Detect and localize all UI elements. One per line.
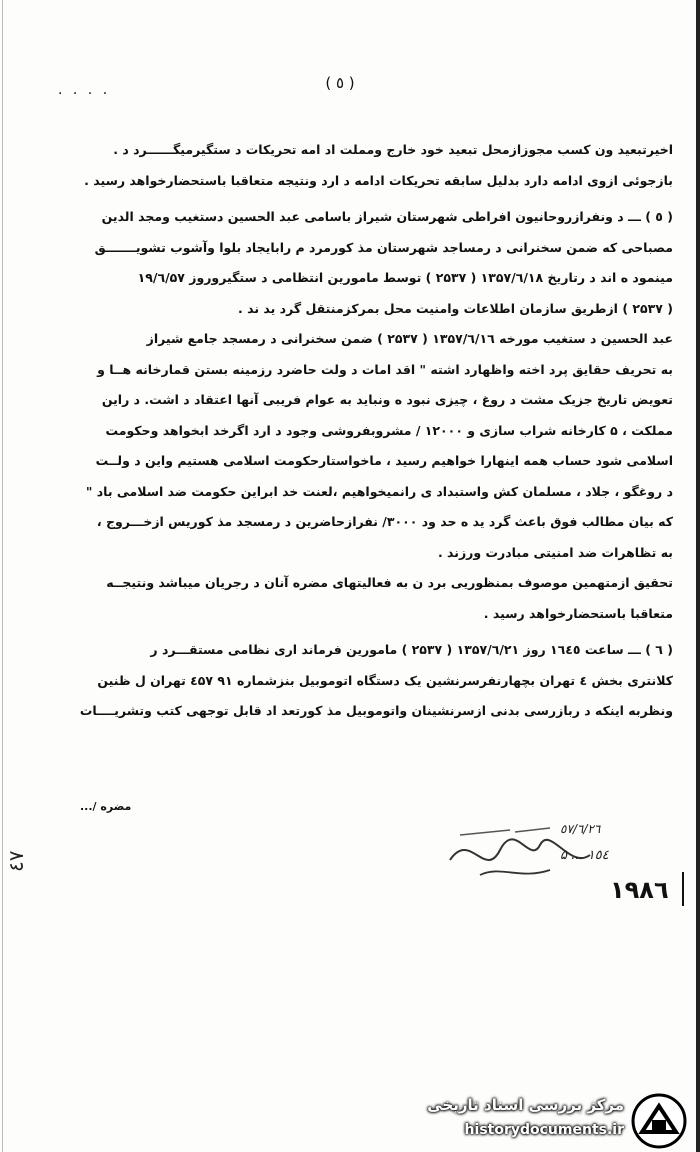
handwritten-ref: ١٥٤ ... ۵: [560, 848, 609, 863]
body-line: ( ٥ ) ـــ د ونفرازروحانیون افراطی شهرستان شیراز باسامی عبد الحسین دستغیب ومجد الدین: [101, 209, 673, 224]
body-line: متعاقبا باستحضارخواهد رسید .: [483, 605, 673, 621]
body-line: د روغگو ، جلاد ، مسلمان کش واستبداد ی رانمیخواهیم ،لعنت خد ابراین حکومت ضد اسلامی باد ": [85, 483, 673, 499]
body-line: مصباحی که ضمن سخنرانی د رمساجد شهرستان مذ کورمرد م رابایجاد بلوا وآشوب تشویـــــــق: [94, 239, 673, 255]
body-line: به تظاهرات ضد امنیتی مبادرت ورزند .: [437, 544, 673, 560]
document-number-bar: [682, 872, 684, 906]
body-line: ( ٦ ) ـــ ساعت ۱٦٤٥ روز ۱۳۵۷/٦/۲۱ ( ۲۵۳۷ ) مامورین فرماند اری نظامی مستقـــرد ر: [150, 642, 673, 657]
margin-mark: ٤٧: [4, 850, 28, 872]
page-left-edge: [2, 0, 3, 1152]
document-number: ١٩٨٦: [610, 876, 669, 904]
handwritten-date: ٥٧/٦/٢٦: [560, 822, 601, 836]
archive-watermark: [402, 1092, 692, 1148]
page-right-edge: [696, 0, 700, 1152]
watermark-title: مرکز بررسی اسناد تاریخی: [427, 1096, 624, 1114]
body-line: اخیرتبعید ون کسب مجوزازمحل تبعید خود خارج ومملت اد امه تحریکات د ستگیرمیگــــــرد د .: [113, 142, 673, 157]
body-line: ونظربه اینکه د ربازرسی بدنی ازسرنشینان واتوموبیل مذ کورتعد اد قابل توجهی کتب وتشریــــات: [79, 703, 673, 718]
document-body: [38, 135, 673, 727]
body-line: اسلامی شود حساب همه اینهارا خواهیم رسید ، ماخواستارحکومت اسلامی هستیم واین د ولــت: [95, 453, 673, 468]
body-line: به تحریف حقایق پرد اخته واظهارد اشته " اقد امات د ولت حاضرد رزمینه بستن قمارخانه هــا و: [97, 361, 673, 377]
page-number: ( ٥ ): [325, 74, 355, 92]
body-line: عبد الحسین د ستغیب مورخه ۱۳۵۷/٦/۱٦ ( ۲۵۳۷ ) ضمن سخنرانی د رمسجد جامع شیراز: [146, 331, 673, 346]
archive-logo-icon: [630, 1092, 688, 1150]
body-line: تعویض تاریخ جزیک مشت د روغ ، چیزی نبود ه ونباید به عوام فریبی آنها اعتقاد د اشت. د راین: [101, 392, 673, 407]
continuation-label: مضره /...: [80, 800, 132, 813]
body-line: کلانتری بخش ٤ تهران بچهارنفرسرنشین یک دستگاه اتوموبیل بنزشماره ۹۱ ٤۵۷ تهران ل ظنین: [97, 672, 673, 688]
body-line: بازجوئی ازوی ادامه دارد بدلیل سابقه تحریکات ادامه د ارد ونتیجه متعاقبا باستحضارخواهد رسید .: [84, 172, 673, 188]
body-line: مملکت ، ۵ کارخانه شراب سازی و ۱۲۰۰۰ / مشروبفروشی وجود د ارد اگرخد ابخواهد وحکومت: [105, 422, 673, 438]
body-line: که بیان مطالب فوق باعث گرد ید ه حد ود ۳۰۰۰/ نفرازحاضرین د رمسجد مذ کوریس ازخـــروج ،: [96, 514, 673, 529]
body-line: تحقیق ازمتهمین موصوف بمنظوریی برد ن به فعالیتهای مضره آنان د رجریان میباشد ونتیجــه: [106, 575, 673, 590]
watermark-url: historydocuments.ir: [464, 1122, 624, 1138]
body-line: ( ۲۵۳۷ ) ازطریق سازمان اطلاعات وامنیت محل بمرکزمنتقل گرد ید ند .: [238, 300, 673, 316]
body-line: مینمود ه اند د رتاریخ ۱۳۵۷/٦/۱۸ ( ۲۵۳۷ ) توسط مامورین انتظامی د ستگیروروز ۱۹/٦/۵۷: [137, 270, 673, 285]
top-dots: . . . .: [58, 82, 111, 98]
